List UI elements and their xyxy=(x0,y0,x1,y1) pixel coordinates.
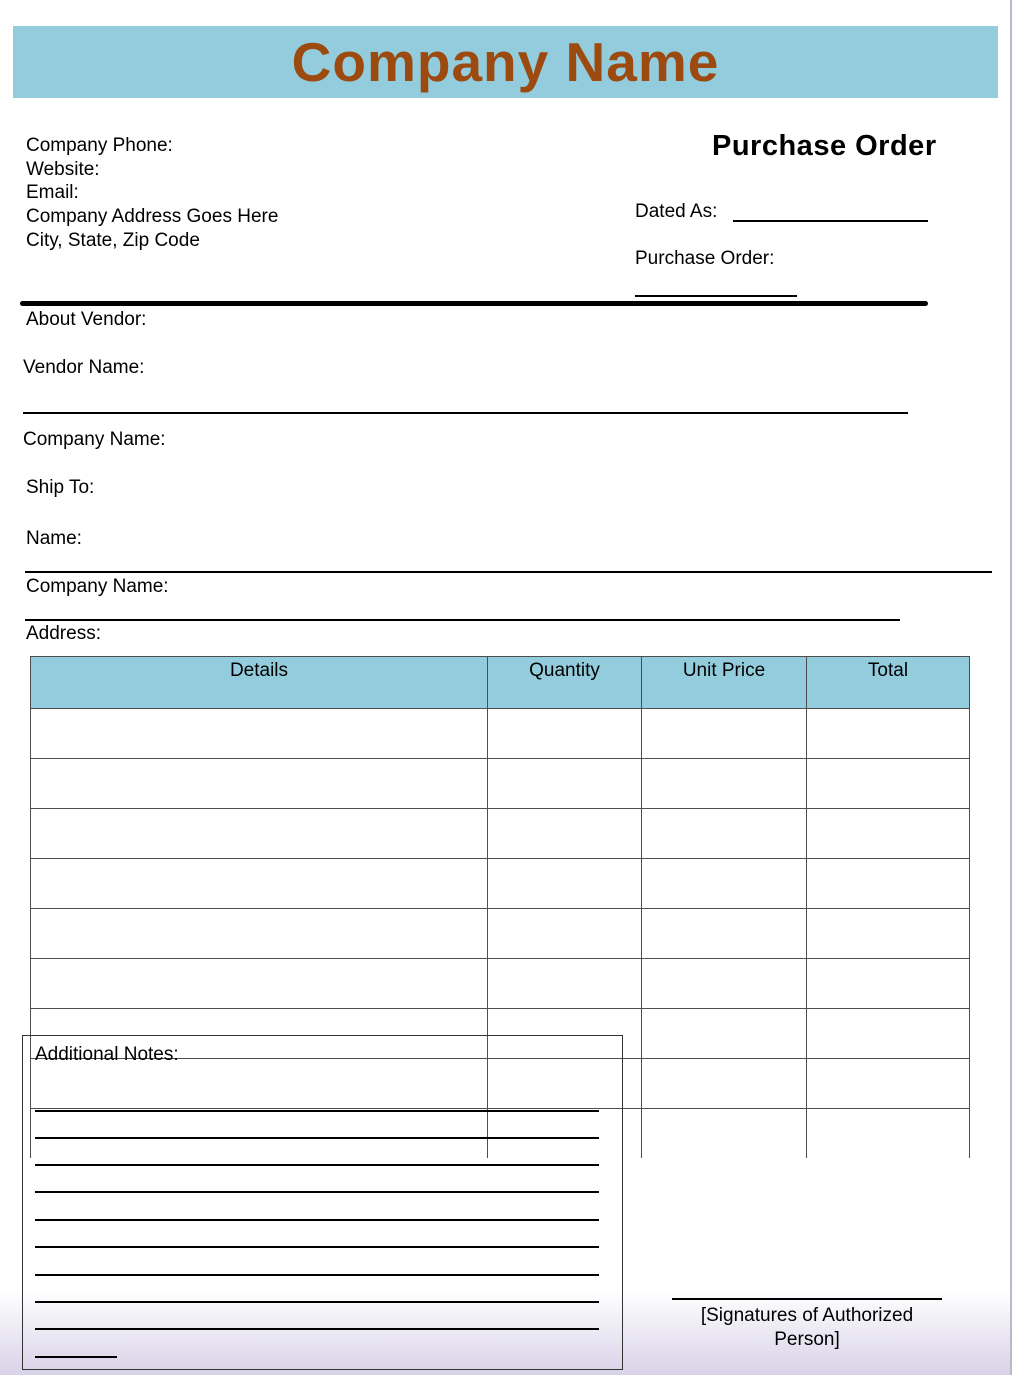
unit-price-cell[interactable] xyxy=(642,759,807,809)
ship-name-field-line[interactable] xyxy=(25,571,992,573)
table-row xyxy=(31,909,970,959)
table-row xyxy=(31,759,970,809)
about-vendor-label: About Vendor: xyxy=(26,309,147,330)
total-cell[interactable] xyxy=(807,709,970,759)
ship-company-name-label: Company Name: xyxy=(26,576,169,597)
column-header-details: Details xyxy=(31,657,488,709)
column-header-total: Total xyxy=(807,657,970,709)
notes-line[interactable] xyxy=(35,1219,599,1221)
details-cell[interactable] xyxy=(31,859,488,909)
details-cell[interactable] xyxy=(31,959,488,1009)
total-cell[interactable] xyxy=(807,759,970,809)
column-header-unit-price: Unit Price xyxy=(642,657,807,709)
table-row xyxy=(31,959,970,1009)
details-cell[interactable] xyxy=(31,909,488,959)
details-cell[interactable] xyxy=(31,809,488,859)
ship-name-label: Name: xyxy=(26,528,82,549)
ship-company-field-line[interactable] xyxy=(25,619,900,621)
table-header-row xyxy=(31,657,970,709)
company-address-line: Company Address Goes Here xyxy=(26,206,279,227)
table-row xyxy=(31,809,970,859)
total-cell[interactable] xyxy=(807,1059,970,1109)
total-cell[interactable] xyxy=(807,809,970,859)
notes-line[interactable] xyxy=(35,1274,599,1276)
company-name-title: Company Name xyxy=(291,31,720,93)
notes-line[interactable] xyxy=(35,1137,599,1139)
unit-price-cell[interactable] xyxy=(642,959,807,1009)
quantity-cell[interactable] xyxy=(488,759,642,809)
table-row xyxy=(31,709,970,759)
header-band xyxy=(13,26,998,98)
dated-as-field-line[interactable] xyxy=(733,220,928,222)
notes-line[interactable] xyxy=(35,1301,599,1303)
unit-price-cell[interactable] xyxy=(642,809,807,859)
purchase-order-title: Purchase Order xyxy=(712,130,937,162)
city-state-zip-line: City, State, Zip Code xyxy=(26,230,200,251)
ship-to-label: Ship To: xyxy=(26,477,95,498)
notes-line[interactable] xyxy=(35,1191,599,1193)
additional-notes-box[interactable] xyxy=(22,1035,623,1370)
unit-price-cell[interactable] xyxy=(642,1059,807,1109)
notes-line-short[interactable] xyxy=(35,1356,117,1358)
vendor-name-label: Vendor Name: xyxy=(23,357,145,378)
unit-price-cell[interactable] xyxy=(642,709,807,759)
quantity-cell[interactable] xyxy=(488,809,642,859)
dated-as-label: Dated As: xyxy=(635,201,718,222)
notes-line[interactable] xyxy=(35,1164,599,1166)
website-label: Website: xyxy=(26,159,100,180)
vendor-name-field-line[interactable] xyxy=(23,412,908,414)
vendor-company-name-label: Company Name: xyxy=(23,429,166,450)
total-cell[interactable] xyxy=(807,959,970,1009)
section-divider xyxy=(20,301,928,306)
quantity-cell[interactable] xyxy=(488,859,642,909)
quantity-cell[interactable] xyxy=(488,909,642,959)
notes-line[interactable] xyxy=(35,1110,599,1112)
unit-price-cell[interactable] xyxy=(642,859,807,909)
details-cell[interactable] xyxy=(31,709,488,759)
unit-price-cell[interactable] xyxy=(642,909,807,959)
signature-label: [Signatures of Authorized Person] xyxy=(700,1305,914,1350)
ship-address-label: Address: xyxy=(26,623,101,644)
unit-price-cell[interactable] xyxy=(642,1109,807,1159)
purchase-order-label: Purchase Order: xyxy=(635,248,775,269)
quantity-cell[interactable] xyxy=(488,709,642,759)
purchase-order-field-line[interactable] xyxy=(635,295,797,297)
quantity-cell[interactable] xyxy=(488,959,642,1009)
table-row xyxy=(31,859,970,909)
details-cell[interactable] xyxy=(31,759,488,809)
total-cell[interactable] xyxy=(807,1109,970,1159)
additional-notes-label: Additional Notes: xyxy=(35,1044,179,1065)
notes-line[interactable] xyxy=(35,1246,599,1248)
column-header-quantity: Quantity xyxy=(488,657,642,709)
total-cell[interactable] xyxy=(807,909,970,959)
notes-line[interactable] xyxy=(35,1328,599,1330)
unit-price-cell[interactable] xyxy=(642,1009,807,1059)
total-cell[interactable] xyxy=(807,859,970,909)
signature-line[interactable] xyxy=(672,1298,942,1300)
email-label: Email: xyxy=(26,182,79,203)
company-phone-label: Company Phone: xyxy=(26,135,173,156)
total-cell[interactable] xyxy=(807,1009,970,1059)
